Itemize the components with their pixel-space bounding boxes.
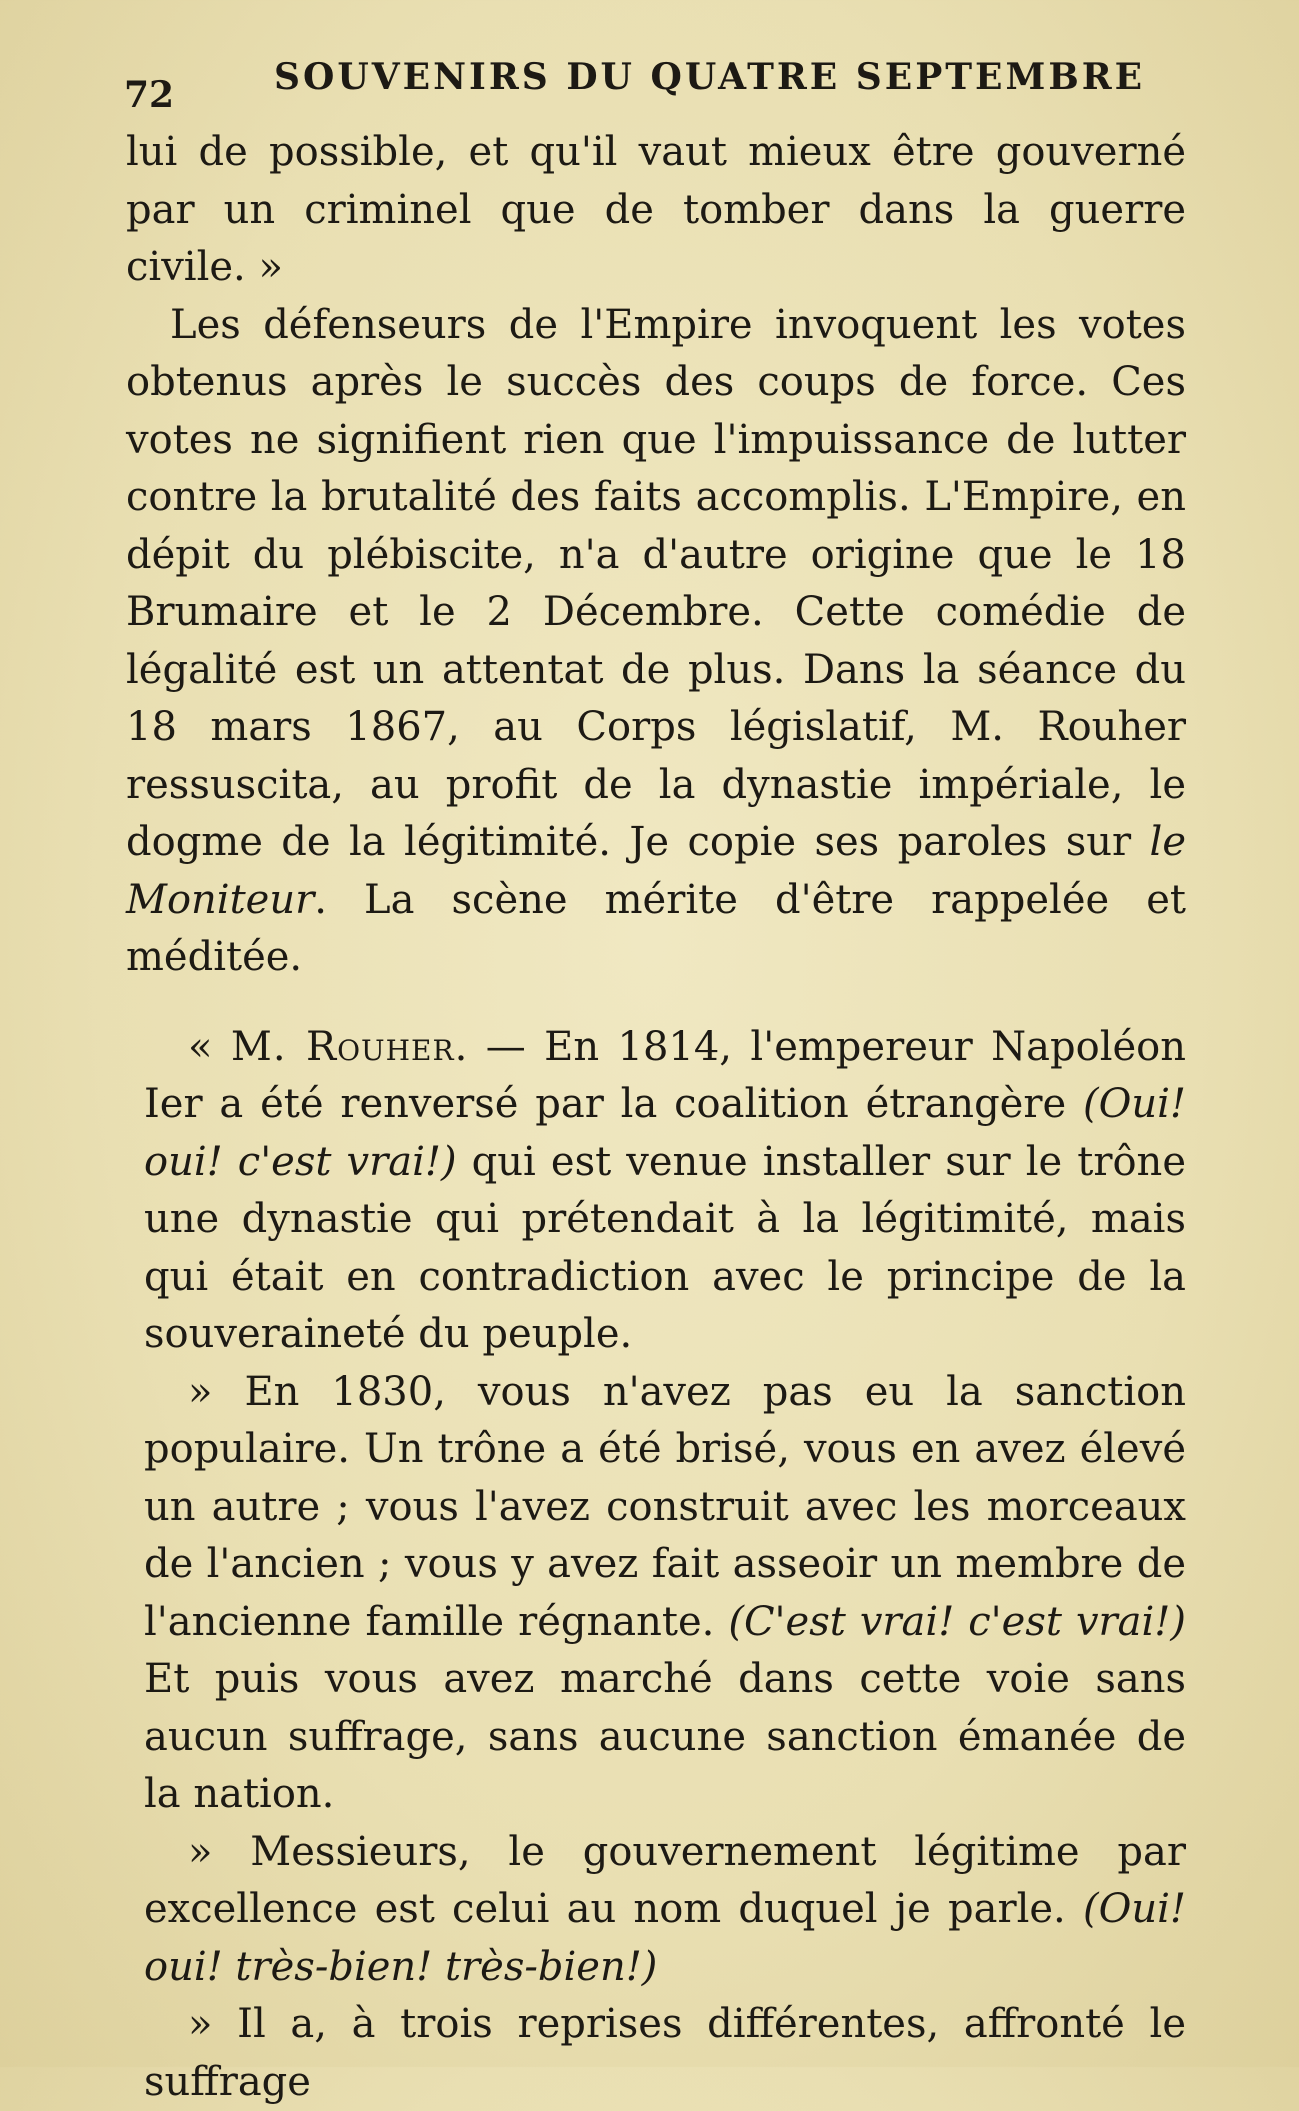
page-header bbox=[124, 44, 1194, 114]
quote-messieurs bbox=[126, 1824, 1186, 1997]
quote-trois-reprises bbox=[126, 1996, 1186, 2111]
quote-text-end: Et puis vous avez marché dans cette voie sans aucun suffrage, sans aucune sanction émanée de la nation. bbox=[144, 1656, 1186, 1817]
quote-text: » En 1830, vous n'avez pas eu la sanction populaire. Un trône a été brisé, vous en avez élevé un autre ; vous l'avez construit avec les morceaux de l'ancien ; vous y avez fait asseoir un membre de l'ancienne famille régnante. bbox=[144, 1368, 1186, 1645]
paragraph-text: Les défenseurs de l'Empire invoquent les votes obtenus après le succès des coups de force. Ces votes ne signifient rien que l'impuissance de lutter contre la brutalité des faits accomplis. L'Empire, en dépit du plébiscite, n'a d'autre origine que le 18 Brumaire et le 2 Décembre. Cette comédie de légalité est un attentat de plus. Dans la séance du 18 mars 1867, au Corps législatif, M. Rouher ressuscita, au profit de la dynastie impériale, le dogme de la légitimité. Je copie ses paroles sur bbox=[126, 301, 1186, 865]
interjection: (Oui! oui! c'est vrai!) bbox=[144, 1081, 1186, 1185]
paragraph-continuation bbox=[126, 124, 1186, 297]
interjection: (Oui! oui! très-bien! très-bien!) bbox=[144, 1886, 1186, 1990]
quote-text-end: qui est venue installer sur le trône une dynastie qui prétendait à la légitimité, mais qui était en contradiction avec le principe de la souveraineté du peuple. bbox=[144, 1138, 1186, 1357]
quote-rouher-1814 bbox=[126, 1019, 1186, 1364]
quote-1830 bbox=[126, 1364, 1186, 1824]
quote-open: « bbox=[188, 1023, 231, 1070]
quote-text: . — En 1814, l'empereur Napoléon Ier a été renversé par la coalition étrangère bbox=[144, 1023, 1187, 1127]
paragraph-empire bbox=[126, 297, 1186, 987]
page-number: 72 bbox=[124, 74, 175, 116]
speaker-name: M. Rouher bbox=[230, 1023, 455, 1070]
quote-text: » Messieurs, le gouvernement légitime par excellence est celui au nom duquel je parle. bbox=[144, 1828, 1186, 1932]
running-title: SOUVENIRS DU QUATRE SEPTEMBRE bbox=[274, 56, 1146, 98]
newspaper-title: le Moniteur bbox=[126, 819, 1186, 923]
quote-text: » Il a, à trois reprises différentes, affronté le suffrage bbox=[144, 2001, 1186, 2105]
paragraph-text: lui de possible, et qu'il vaut mieux être gouverné par un criminel que de tomber dans la guerre civile. » bbox=[126, 129, 1186, 290]
interjection: (C'est vrai! c'est vrai!) bbox=[728, 1598, 1186, 1645]
paragraph-text-end: . La scène mérite d'être rappelée et méditée. bbox=[126, 876, 1186, 980]
body-text bbox=[126, 124, 1186, 2111]
